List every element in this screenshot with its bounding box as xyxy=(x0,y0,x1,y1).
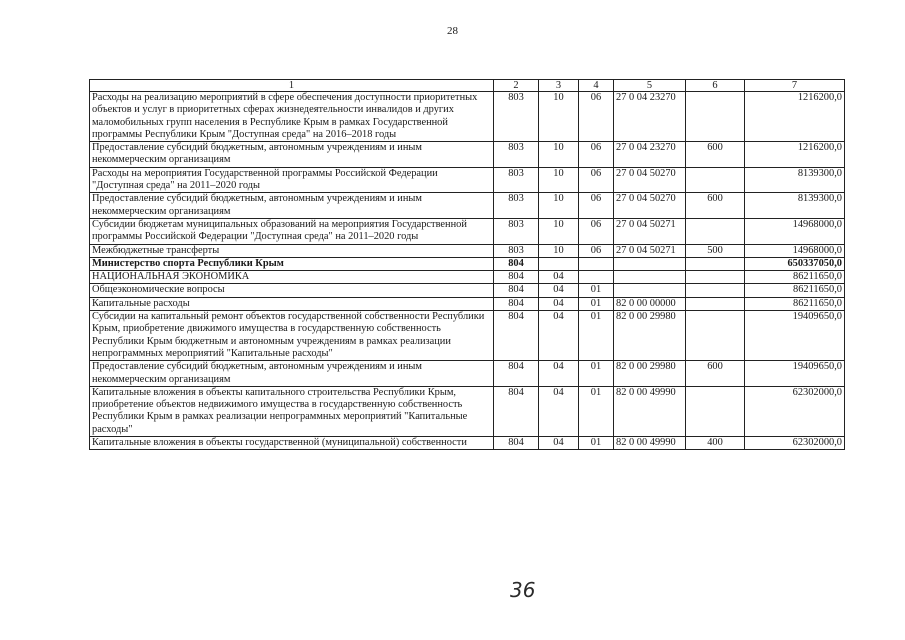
row-col-3: 10 xyxy=(539,167,579,193)
row-col-6 xyxy=(686,311,745,361)
row-name: Министерство спорта Республики Крым xyxy=(90,257,494,270)
header-col-7: 7 xyxy=(745,80,845,92)
row-name: Предоставление субсидий бюджетным, автономным учреждениям и иным некоммерческим организациям xyxy=(90,193,494,219)
page-number: 28 xyxy=(447,25,458,37)
row-col-3: 04 xyxy=(539,361,579,387)
row-amount: 62302000,0 xyxy=(745,386,845,436)
row-col-4 xyxy=(579,257,614,270)
row-col-6: 500 xyxy=(686,244,745,257)
row-col-2: 804 xyxy=(494,386,539,436)
row-amount: 1216200,0 xyxy=(745,92,845,142)
row-col-5 xyxy=(614,284,686,297)
row-col-3: 04 xyxy=(539,284,579,297)
table-row xyxy=(90,92,845,142)
row-amount: 650337050,0 xyxy=(745,257,845,270)
row-col-3: 04 xyxy=(539,311,579,361)
row-name: Субсидии на капитальный ремонт объектов государственной собственности Республики Крым, приобретение движимого имущества в государственную собственность Республики Крым бюджетным и автономным учреждениям в рамках реализации непрограммных мероприятий "Капитальные расходы" xyxy=(90,311,494,361)
row-col-4: 01 xyxy=(579,284,614,297)
row-col-3 xyxy=(539,257,579,270)
row-col-2: 804 xyxy=(494,257,539,270)
row-col-6: 600 xyxy=(686,361,745,387)
row-col-5: 27 0 04 50271 xyxy=(614,244,686,257)
row-amount: 19409650,0 xyxy=(745,361,845,387)
row-col-4: 01 xyxy=(579,297,614,310)
row-name: Капитальные вложения в объекты государственной (муниципальной) собственности xyxy=(90,437,494,450)
row-name: Капитальные вложения в объекты капитального строительства Республики Крым, приобретение объектов недвижимого имущества в государственную собственность Республики Крым в рамках реализации непрограммных мероприятий "Капитальные расходы" xyxy=(90,386,494,436)
header-col-2: 2 xyxy=(494,80,539,92)
row-col-3: 10 xyxy=(539,142,579,168)
table-row xyxy=(90,297,845,310)
row-col-4: 06 xyxy=(579,92,614,142)
row-col-2: 804 xyxy=(494,284,539,297)
row-col-4: 01 xyxy=(579,311,614,361)
row-col-3: 10 xyxy=(539,92,579,142)
table-row xyxy=(90,437,845,450)
row-col-4: 01 xyxy=(579,361,614,387)
row-col-2: 803 xyxy=(494,218,539,244)
row-name: Межбюджетные трансферты xyxy=(90,244,494,257)
row-name: Предоставление субсидий бюджетным, автономным учреждениям и иным некоммерческим организациям xyxy=(90,142,494,168)
handwritten-signature: 36 xyxy=(510,578,536,602)
row-col-3: 10 xyxy=(539,193,579,219)
table-row xyxy=(90,386,845,436)
row-col-2: 804 xyxy=(494,297,539,310)
row-col-3: 04 xyxy=(539,386,579,436)
row-col-6 xyxy=(686,386,745,436)
row-col-6 xyxy=(686,92,745,142)
row-col-3: 04 xyxy=(539,437,579,450)
table-row xyxy=(90,257,845,270)
header-col-6: 6 xyxy=(686,80,745,92)
row-amount: 86211650,0 xyxy=(745,284,845,297)
row-col-3: 10 xyxy=(539,218,579,244)
row-name: Субсидии бюджетам муниципальных образований на мероприятия Государственной программы Российской Федерации "Доступная среда" на 2011–2020 годы xyxy=(90,218,494,244)
table-row xyxy=(90,361,845,387)
row-col-4 xyxy=(579,271,614,284)
row-col-6: 600 xyxy=(686,142,745,168)
row-col-6: 600 xyxy=(686,193,745,219)
row-col-5 xyxy=(614,271,686,284)
row-col-4: 01 xyxy=(579,386,614,436)
header-col-4: 4 xyxy=(579,80,614,92)
row-col-5: 27 0 04 23270 xyxy=(614,92,686,142)
row-amount: 8139300,0 xyxy=(745,193,845,219)
row-col-2: 803 xyxy=(494,244,539,257)
row-col-3: 10 xyxy=(539,244,579,257)
row-name: Капитальные расходы xyxy=(90,297,494,310)
table-row xyxy=(90,311,845,361)
row-col-4: 06 xyxy=(579,218,614,244)
row-col-6 xyxy=(686,218,745,244)
row-name: Расходы на реализацию мероприятий в сфере обеспечения доступности приоритетных объектов и услуг в приоритетных сферах жизнедеятельности инвалидов и других маломобильных групп населения в Республике Крым в рамках Государственной программы Республики Крым "Доступная среда" на 2016–2018 годы xyxy=(90,92,494,142)
row-amount: 62302000,0 xyxy=(745,437,845,450)
row-col-6: 400 xyxy=(686,437,745,450)
table-row xyxy=(90,142,845,168)
table-row xyxy=(90,271,845,284)
header-col-3: 3 xyxy=(539,80,579,92)
row-col-6 xyxy=(686,297,745,310)
row-col-3: 04 xyxy=(539,271,579,284)
row-col-5: 27 0 04 50270 xyxy=(614,193,686,219)
row-amount: 1216200,0 xyxy=(745,142,845,168)
row-col-2: 803 xyxy=(494,193,539,219)
row-col-5: 27 0 04 50271 xyxy=(614,218,686,244)
table-row xyxy=(90,167,845,193)
row-col-4: 06 xyxy=(579,167,614,193)
row-col-5: 27 0 04 23270 xyxy=(614,142,686,168)
row-col-5: 27 0 04 50270 xyxy=(614,167,686,193)
row-col-5: 82 0 00 29980 xyxy=(614,361,686,387)
row-name: Предоставление субсидий бюджетным, автономным учреждениям и иным некоммерческим организациям xyxy=(90,361,494,387)
table-row xyxy=(90,244,845,257)
row-col-2: 804 xyxy=(494,271,539,284)
row-col-4: 06 xyxy=(579,244,614,257)
row-amount: 86211650,0 xyxy=(745,297,845,310)
row-col-4: 06 xyxy=(579,193,614,219)
row-col-5: 82 0 00 29980 xyxy=(614,311,686,361)
row-amount: 19409650,0 xyxy=(745,311,845,361)
row-col-5 xyxy=(614,257,686,270)
row-col-2: 804 xyxy=(494,437,539,450)
row-col-3: 04 xyxy=(539,297,579,310)
row-name: Расходы на мероприятия Государственной программы Российской Федерации "Доступная среда" на 2011–2020 годы xyxy=(90,167,494,193)
row-col-2: 804 xyxy=(494,361,539,387)
row-col-5: 82 0 00 49990 xyxy=(614,386,686,436)
row-amount: 86211650,0 xyxy=(745,271,845,284)
row-name: НАЦИОНАЛЬНАЯ ЭКОНОМИКА xyxy=(90,271,494,284)
header-col-5: 5 xyxy=(614,80,686,92)
row-amount: 14968000,0 xyxy=(745,218,845,244)
row-name: Общеэкономические вопросы xyxy=(90,284,494,297)
budget-table xyxy=(89,79,845,450)
row-col-4: 01 xyxy=(579,437,614,450)
header-col-1: 1 xyxy=(90,80,494,92)
row-amount: 14968000,0 xyxy=(745,244,845,257)
row-col-2: 803 xyxy=(494,167,539,193)
row-col-2: 803 xyxy=(494,92,539,142)
row-col-2: 804 xyxy=(494,311,539,361)
row-amount: 8139300,0 xyxy=(745,167,845,193)
table-row xyxy=(90,218,845,244)
row-col-2: 803 xyxy=(494,142,539,168)
table-header-row xyxy=(90,80,845,92)
row-col-6 xyxy=(686,167,745,193)
row-col-5: 82 0 00 49990 xyxy=(614,437,686,450)
row-col-6 xyxy=(686,271,745,284)
row-col-6 xyxy=(686,284,745,297)
table-row xyxy=(90,284,845,297)
row-col-4: 06 xyxy=(579,142,614,168)
table-row xyxy=(90,193,845,219)
row-col-6 xyxy=(686,257,745,270)
row-col-5: 82 0 00 00000 xyxy=(614,297,686,310)
